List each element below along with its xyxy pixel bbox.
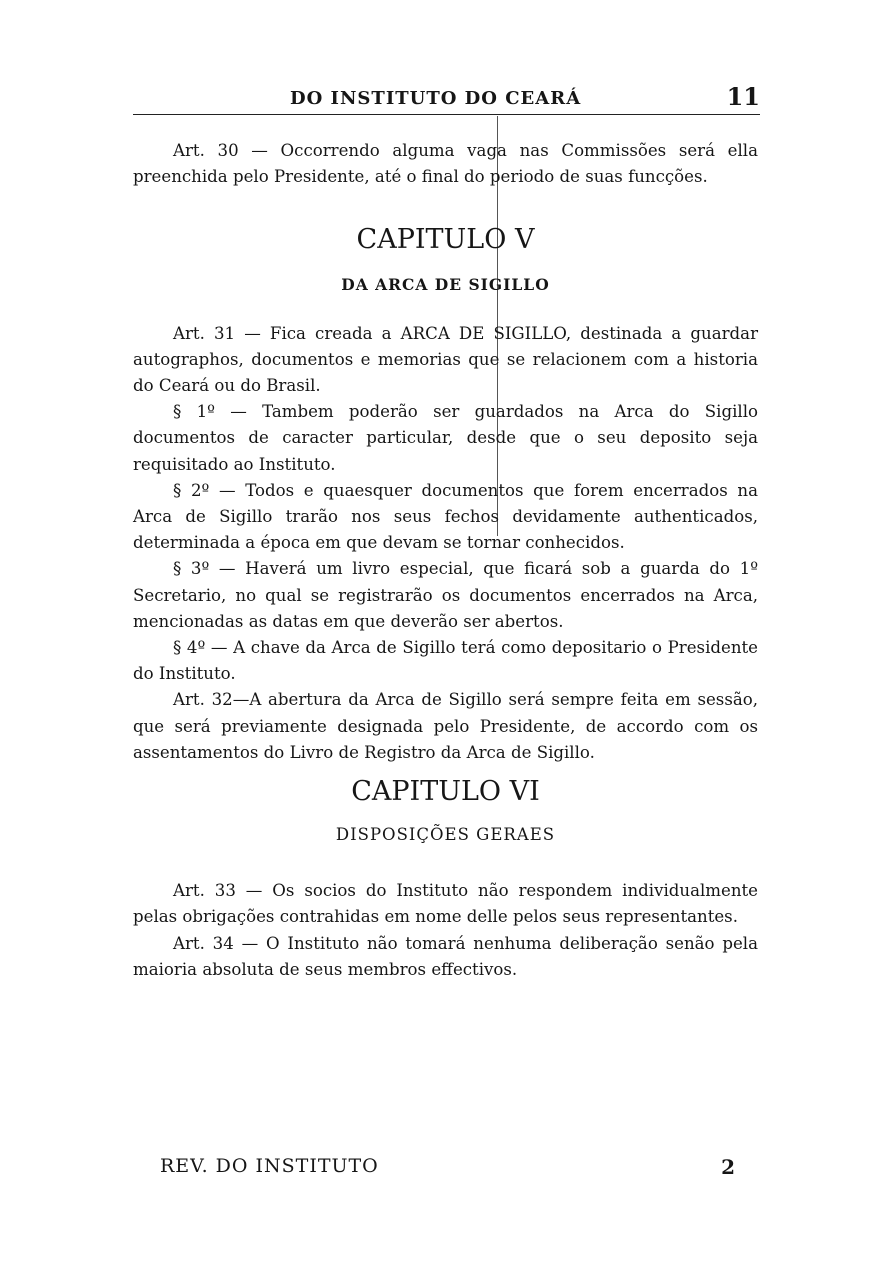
paragraph-art32: Art. 32—A abertura da Arca de Sigillo será sempre feita em sessão, que será previamente designada pelo Presidente, de accordo com os assentamentos do Livro de Registro da Arca de Sigillo. (133, 690, 758, 762)
paragraph-art33: Art. 33 — Os socios do Instituto não respondem individualmente pelas obrigações contrahidas em nome delle pelos seus representantes. (133, 881, 758, 927)
header-title: DO INSTITUTO DO CEARÁ (290, 88, 582, 109)
chapter-6-title: CAPITULO VI (351, 776, 540, 808)
paragraph-art30: Art. 30 — Occorrendo alguma vaga nas Commissões será ella preenchida pelo Presidente, até o final do periodo de suas funcções. (133, 141, 758, 187)
paragraph-art34: Art. 34 — O Instituto não tomará nenhuma deliberação senão pela maioria absoluta de seus membros effectivos. (133, 933, 758, 979)
paragraph-art31-p2: § 2º — Todos e quaesquer documentos que forem encerrados na Arca de Sigillo trarão nos seus fechos devidamente authenticados, determinada a época em que devam se tornar conhecidos. (133, 480, 758, 553)
footer-journal-title: REV. DO INSTITUTO (160, 1155, 379, 1177)
page-footer (160, 1155, 735, 1181)
paragraph-art31: Art. 31 — Fica creada a ARCA DE SIGILLO, destinada a guardar autographos, documentos e memorias que se relacionem com a historia do Ceará ou do Brasil. (133, 323, 758, 396)
paragraph-art31-p3: § 3º — Haverá um livro especial, que ficará sob a guarda do 1º Secretario, no qual se registrarão os documentos encerrados na Arca, mencionadas as datas em que deverão ser abertos. (133, 559, 758, 631)
chapter-5-subtitle: DA ARCA DE SIGILLO (341, 275, 550, 295)
chapter-6-subtitle: DISPOSIÇÕES GERAES (335, 825, 556, 845)
page-number: 11 (726, 82, 760, 111)
running-header (133, 84, 760, 115)
paragraph-art31-p1: § 1º — Tambem poderão ser guardados na Arca do Sigillo documentos de caracter particular, desde que o seu deposito seja requisitado ao Instituto. (133, 402, 758, 474)
paragraph-art31-p4: § 4º — A chave da Arca de Sigillo terá como depositario o Presidente do Instituto. (133, 638, 758, 684)
chapter-5-title: CAPITULO V (356, 224, 535, 256)
signature-mark: 2 (721, 1155, 735, 1179)
body-text (133, 138, 758, 983)
